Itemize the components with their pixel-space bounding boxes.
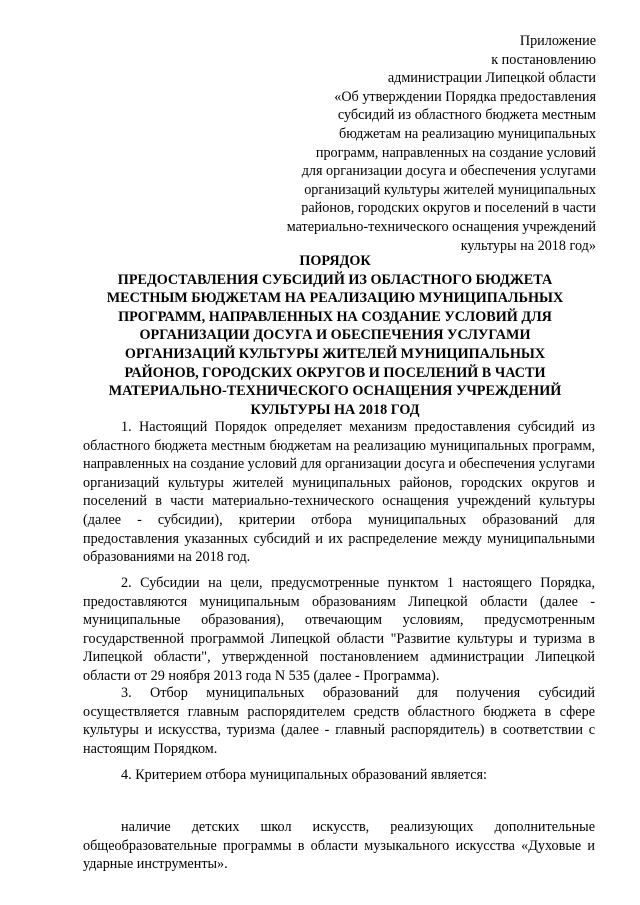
appendix-line: районов, городских округов и поселений в части: [301, 200, 596, 217]
appendix-line: программ, направленных на создание условий: [315, 144, 596, 161]
paragraph-4: 4. Критерием отбора муниципальных образований является:: [121, 767, 487, 783]
paragraph-2: 2. Субсидии на цели, предусмотренные пунктом 1 настоящего Порядка, предоставляются муниципальным образованиям Липецкой области (далее - муниципальные образования), отвечающим условиям, предусмотренным государственной программой Липецкой области "Развитие культуры и туризма в Липецкой области", утвержденной постановлением администрации Липецкой области от 29 ноября 2013 года N 535 (далее - Программа).: [83, 575, 595, 684]
title-line: ПРОГРАММ, НАПРАВЛЕННЫХ НА СОЗДАНИЕ УСЛОВИЙ ДЛЯ: [118, 308, 552, 325]
title-line: КУЛЬТУРЫ НА 2018 ГОД: [250, 401, 420, 418]
appendix-line: для организации досуга и обеспечения услугами: [301, 163, 596, 180]
paragraph-3: 3. Отбор муниципальных образований для получения субсидий осуществляется главным распорядителем средств областного бюджета в сфере культуры и искусства, туризма (далее - главный распорядитель) в соответствии с настоящим Порядком.: [83, 685, 595, 757]
appendix-line: материально-технического оснащения учреждений: [286, 218, 596, 235]
appendix-line: субсидий из областного бюджета местным: [337, 107, 596, 124]
appendix-header: [236, 32, 596, 255]
appendix-line: администрации Липецкой области: [387, 70, 596, 87]
appendix-line: к постановлению: [491, 51, 596, 68]
document-title: [70, 252, 600, 419]
appendix-line: Приложение: [519, 33, 596, 49]
appendix-line: бюджетам на реализацию муниципальных: [339, 125, 596, 142]
title-line: МАТЕРИАЛЬНО-ТЕХНИЧЕСКОГО ОСНАЩЕНИЯ УЧРЕЖДЕНИЙ: [108, 383, 562, 400]
title-line: ПОРЯДОК: [299, 253, 371, 269]
title-line: МЕСТНЫМ БЮДЖЕТАМ НА РЕАЛИЗАЦИЮ МУНИЦИПАЛЬНЫХ: [106, 290, 564, 307]
title-line: ОРГАНИЗАЦИЙ КУЛЬТУРЫ ЖИТЕЛЕЙ МУНИЦИПАЛЬНЫХ: [124, 345, 546, 362]
appendix-line: «Об утверждении Порядка предоставления: [334, 88, 596, 105]
paragraph-1: 1. Настоящий Порядок определяет механизм предоставления субсидий из областного бюджета местным бюджетам на реализацию муниципальных программ, направленных на создание условий для организации досуга и обеспечения услугами организаций культуры жителей муниципальных районов, городских округов и поселений в части материально-технического оснащения учреждений культуры (далее - субсидии), критерии отбора муниципальных образований для предоставления указанных субсидий и их распределение между муниципальными образованиями на 2018 год.: [83, 419, 595, 566]
appendix-line: организаций культуры жителей муниципальных: [304, 181, 596, 198]
criterion-item: наличие детских школ искусств, реализующих дополнительные общеобразовательные программы в области музыкального искусства «Духовые и ударные инструменты».: [83, 819, 595, 873]
title-line: ПРЕДОСТАВЛЕНИЯ СУБСИДИЙ ИЗ ОБЛАСТНОГО БЮДЖЕТА: [117, 271, 553, 288]
appendix-line: культуры на 2018 год»: [460, 237, 596, 254]
title-line: ОРГАНИЗАЦИИ ДОСУГА И ОБЕСПЕЧЕНИЯ УСЛУГАМИ: [139, 327, 531, 344]
title-line: РАЙОНОВ, ГОРОДСКИХ ОКРУГОВ И ПОСЕЛЕНИЙ В ЧАСТИ: [124, 364, 546, 381]
